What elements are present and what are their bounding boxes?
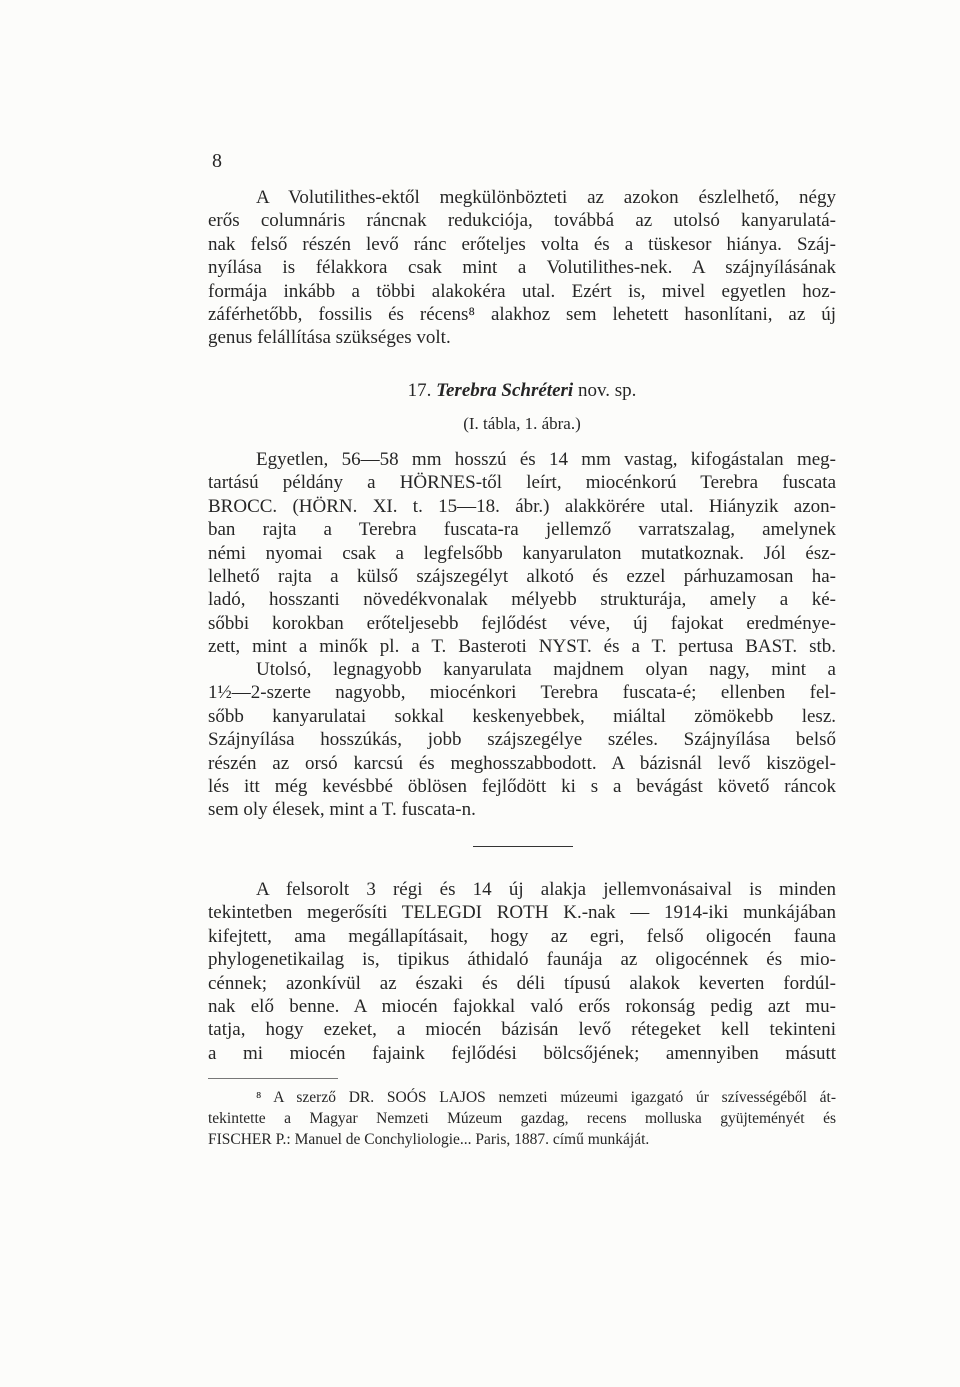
text-line: lelhető rajta a külső szájszegélyt alkotó és ezzel párhuzamosan ha- [208, 565, 836, 587]
text-line: ban rajta a Terebra fuscata-ra jellemző varratszalag, amelynek [208, 519, 836, 541]
text-line: sőbb kanyarulatai sokkal keskenyebbek, miáltal zömökebb lesz. [208, 705, 836, 727]
paragraph-2 [208, 448, 836, 659]
paragraph-4 [208, 878, 836, 1065]
species-suffix: nov. sp. [577, 380, 637, 401]
footnote-divider [208, 1078, 338, 1079]
species-name: Terebra Schréteri [436, 380, 574, 401]
text-line: tatja, hogy ezeket, a miocén bázisán levő rétegeket kell tekinteni [208, 1019, 836, 1041]
text-line: genus felállítása szükséges volt. [208, 327, 451, 349]
text-line: részén az orsó karcsú és meghosszabbodott. A bázisnál levő kiszögel- [208, 752, 836, 774]
page-number: 8 [212, 150, 222, 172]
text-line: nyílása is félakkora csak mint a Volutilithes-nek. A szájnyílásának [208, 257, 836, 279]
text-line: zett, mint a minők pl. a T. Basteroti NYST. és a T. pertusa BAST. stb. [208, 636, 836, 658]
text-line: tartású példány a HÖRNES-től leírt, miocénkorú Terebra fuscata [208, 472, 836, 494]
text-line: némi nyomai csak a legfelsőbb kanyarulaton mutatkoznak. Jól ész- [208, 542, 836, 564]
footnote-line: ⁸ A szerző DR. SOÓS LAJOS nemzeti múzeumi igazgató úr szívességéből át- [256, 1089, 836, 1106]
text-line: A Volutilithes-ektől megkülönbözteti az azokon észlelhető, négy [256, 187, 836, 208]
plate-reference: (I. tábla, 1. ábra.) [463, 414, 581, 433]
text-line: cénnek; azonkívül az északi és déli típusú alakok keverten fordúl- [208, 972, 836, 994]
text-line: Szájnyílása hosszúkás, jobb szájszegélye széles. Szájnyílása belső [208, 729, 836, 751]
text-line: sőbbi korokban erőteljesebb fejlődést véve, új fajokat eredménye- [208, 612, 836, 634]
text-line: záférhetőbb, fossilis és récens⁸ alakhoz sem lehetett hasonlítani, az új [208, 303, 836, 325]
footnote [208, 1087, 836, 1150]
species-heading [208, 380, 836, 402]
paragraph-3 [208, 658, 836, 822]
text-line: Utolsó, legnagyobb kanyarulata majdnem olyan nagy, mint a [256, 659, 836, 680]
text-line: phylogenetikailag is, tipikus áthidaló faunája az oligocénnek és mio- [208, 949, 836, 971]
footnote-line: FISCHER P.: Manuel de Conchyliologie... Paris, 1887. című munkáját. [208, 1131, 650, 1148]
footnote-line: tekintette a Magyar Nemzeti Múzeum gazdag, recens molluska gyüjteményét és [208, 1110, 836, 1127]
text-line: sem oly élesek, mint a T. fuscata-n. [208, 799, 476, 821]
text-line: 1½—2-szerte nagyobb, miocénkori Terebra fuscata-é; ellenben fel- [208, 682, 836, 704]
text-line: formája inkább a többi alakokéra utal. Ezért is, mivel egyetlen hoz- [208, 280, 836, 302]
text-line: ladó, hosszanti növedékvonalak mélyebb strukturája, amely a ké- [208, 589, 836, 611]
text-line: BROCC. (HÖRN. XI. t. 15—18. ábr.) alakkörére utal. Hiányzik azon- [208, 495, 836, 517]
text-line: kifejtett, ama megállapításait, hogy az egri, felső oligocén fauna [208, 925, 836, 947]
species-number: 17. [407, 380, 432, 401]
text-line: erős columnáris ráncnak redukciója, továbbá az utolsó kanyarulatá- [208, 210, 836, 232]
text-line: a mi miocén fajaink fejlődési bölcsőjének; amennyiben másutt [208, 1042, 836, 1064]
text-line: A felsorolt 3 régi és 14 új alakja jellemvonásaival is minden [256, 879, 836, 900]
text-line: nak elő benne. A miocén fajokkal való erős rokonság pedig azt mu- [208, 995, 836, 1017]
paragraph-1 [208, 186, 836, 350]
text-line: lés itt még kevésbbé öblösen fejlődött ki s a bevágást követő ráncok [208, 775, 836, 797]
text-line: nak felső részén levő ránc erőteljes volta és a tüskesor hiánya. Száj- [208, 233, 836, 255]
section-divider [473, 846, 573, 847]
text-line: Egyetlen, 56—58 mm hosszú és 14 mm vastag, kifogástalan meg- [256, 449, 836, 470]
text-line: tekintetben megerősíti TELEGDI ROTH K.-nak — 1914-iki munkájában [208, 902, 836, 924]
